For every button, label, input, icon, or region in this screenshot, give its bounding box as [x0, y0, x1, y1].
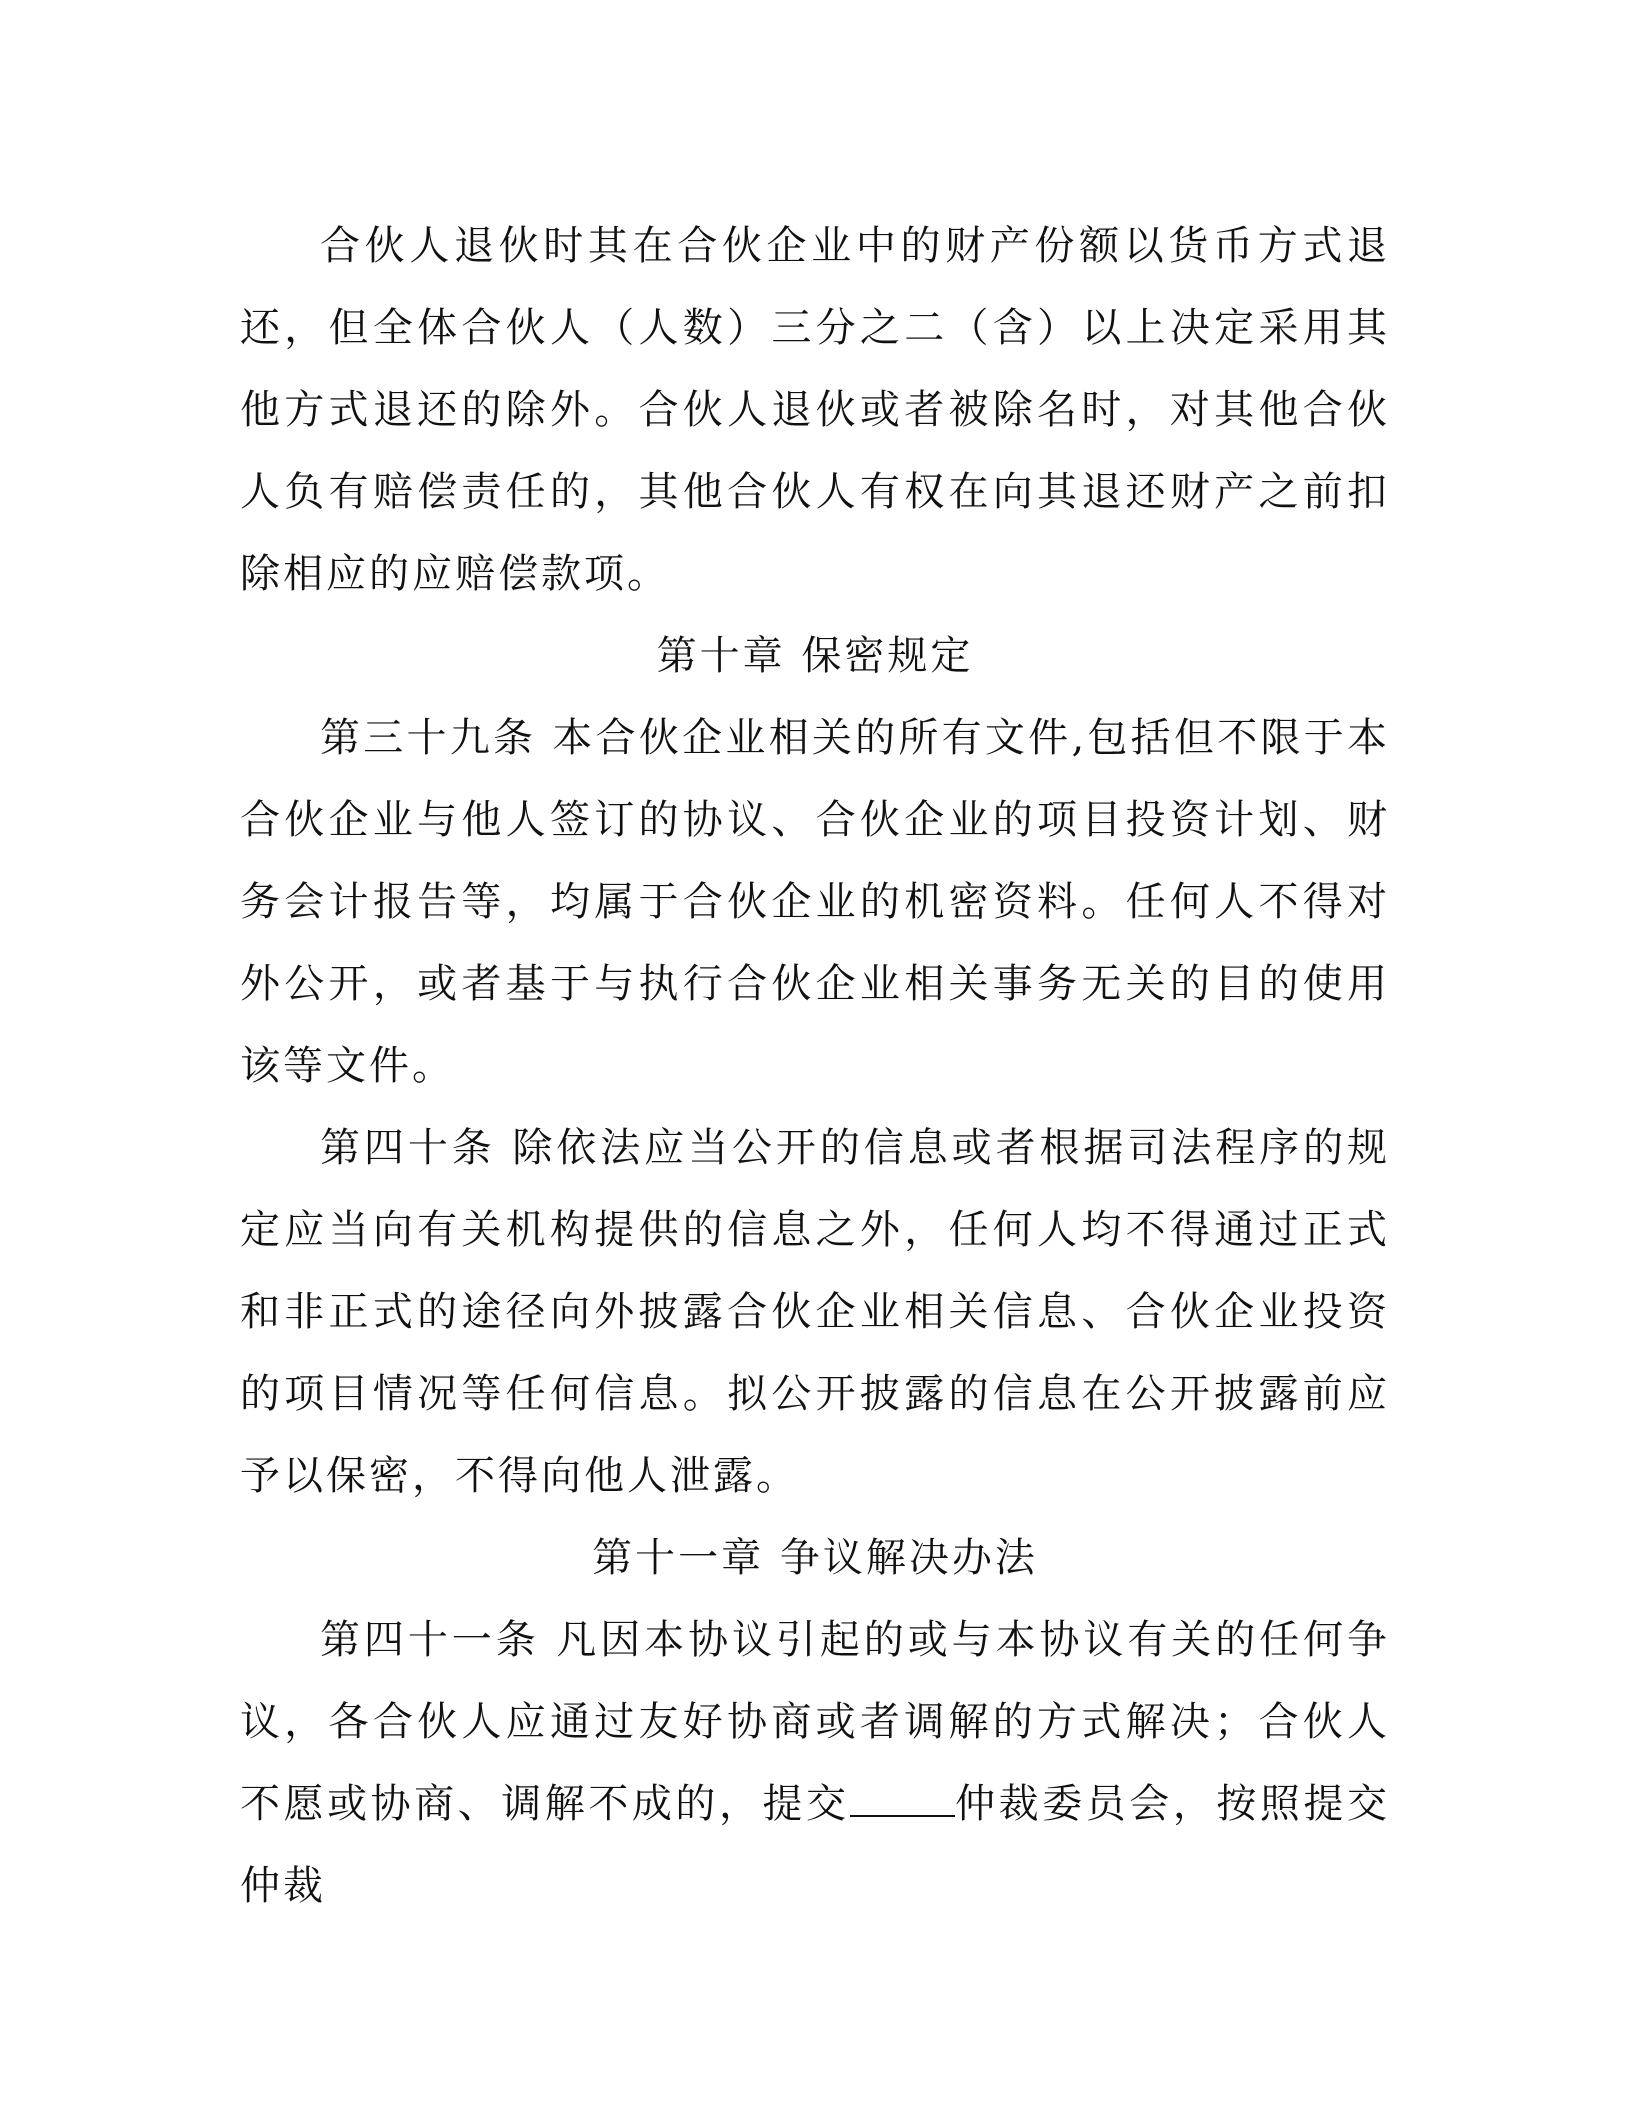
document-body — [240, 205, 1390, 1927]
article-40-paragraph: 第四十条 除依法应当公开的信息或者根据司法程序的规定应当向有关机构提供的信息之外，任何人均不得通过正式和非正式的途径向外披露合伙企业相关信息、合伙企业投资的项目情况等任何信息。拟公开披露的信息在公开披露前应予以保密，不得向他人泄露。 — [240, 1125, 1390, 1499]
chapter-10-heading: 第十章 保密规定 — [656, 633, 974, 679]
article-39-paragraph: 第三十九条 本合伙企业相关的所有文件,包括但不限于本合伙企业与他人签订的协议、合伙企业的项目投资计划、财务会计报告等，均属于合伙企业的机密资料。任何人不得对外公开，或者基于与执行合伙企业相关事务无关的目的使用该等文件。 — [240, 715, 1390, 1089]
article-41-text-after-blank: 仲裁委员会，按照提交仲裁 — [240, 1781, 1391, 1909]
article-41-text-before-blank: 第四十一条 凡因本协议引起的或与本协议有关的任何争议，各合伙人应通过友好协商或者调解的方式解决；合伙人不愿或协商、调解不成的，提交 — [240, 1617, 1390, 1827]
arbitration-commission-blank — [850, 1785, 955, 1817]
article-41-paragraph — [240, 1599, 1390, 1927]
paragraph-withdrawal-refund: 合伙人退伙时其在合伙企业中的财产份额以货币方式退还，但全体合伙人（人数）三分之二（含）以上决定采用其他方式退还的除外。合伙人退伙或者被除名时，对其他合伙人负有赔偿责任的，其他合伙人有权在向其退还财产之前扣除相应的应赔偿款项。 — [240, 223, 1390, 597]
chapter-11-heading: 第十一章 争议解决办法 — [592, 1535, 1038, 1581]
